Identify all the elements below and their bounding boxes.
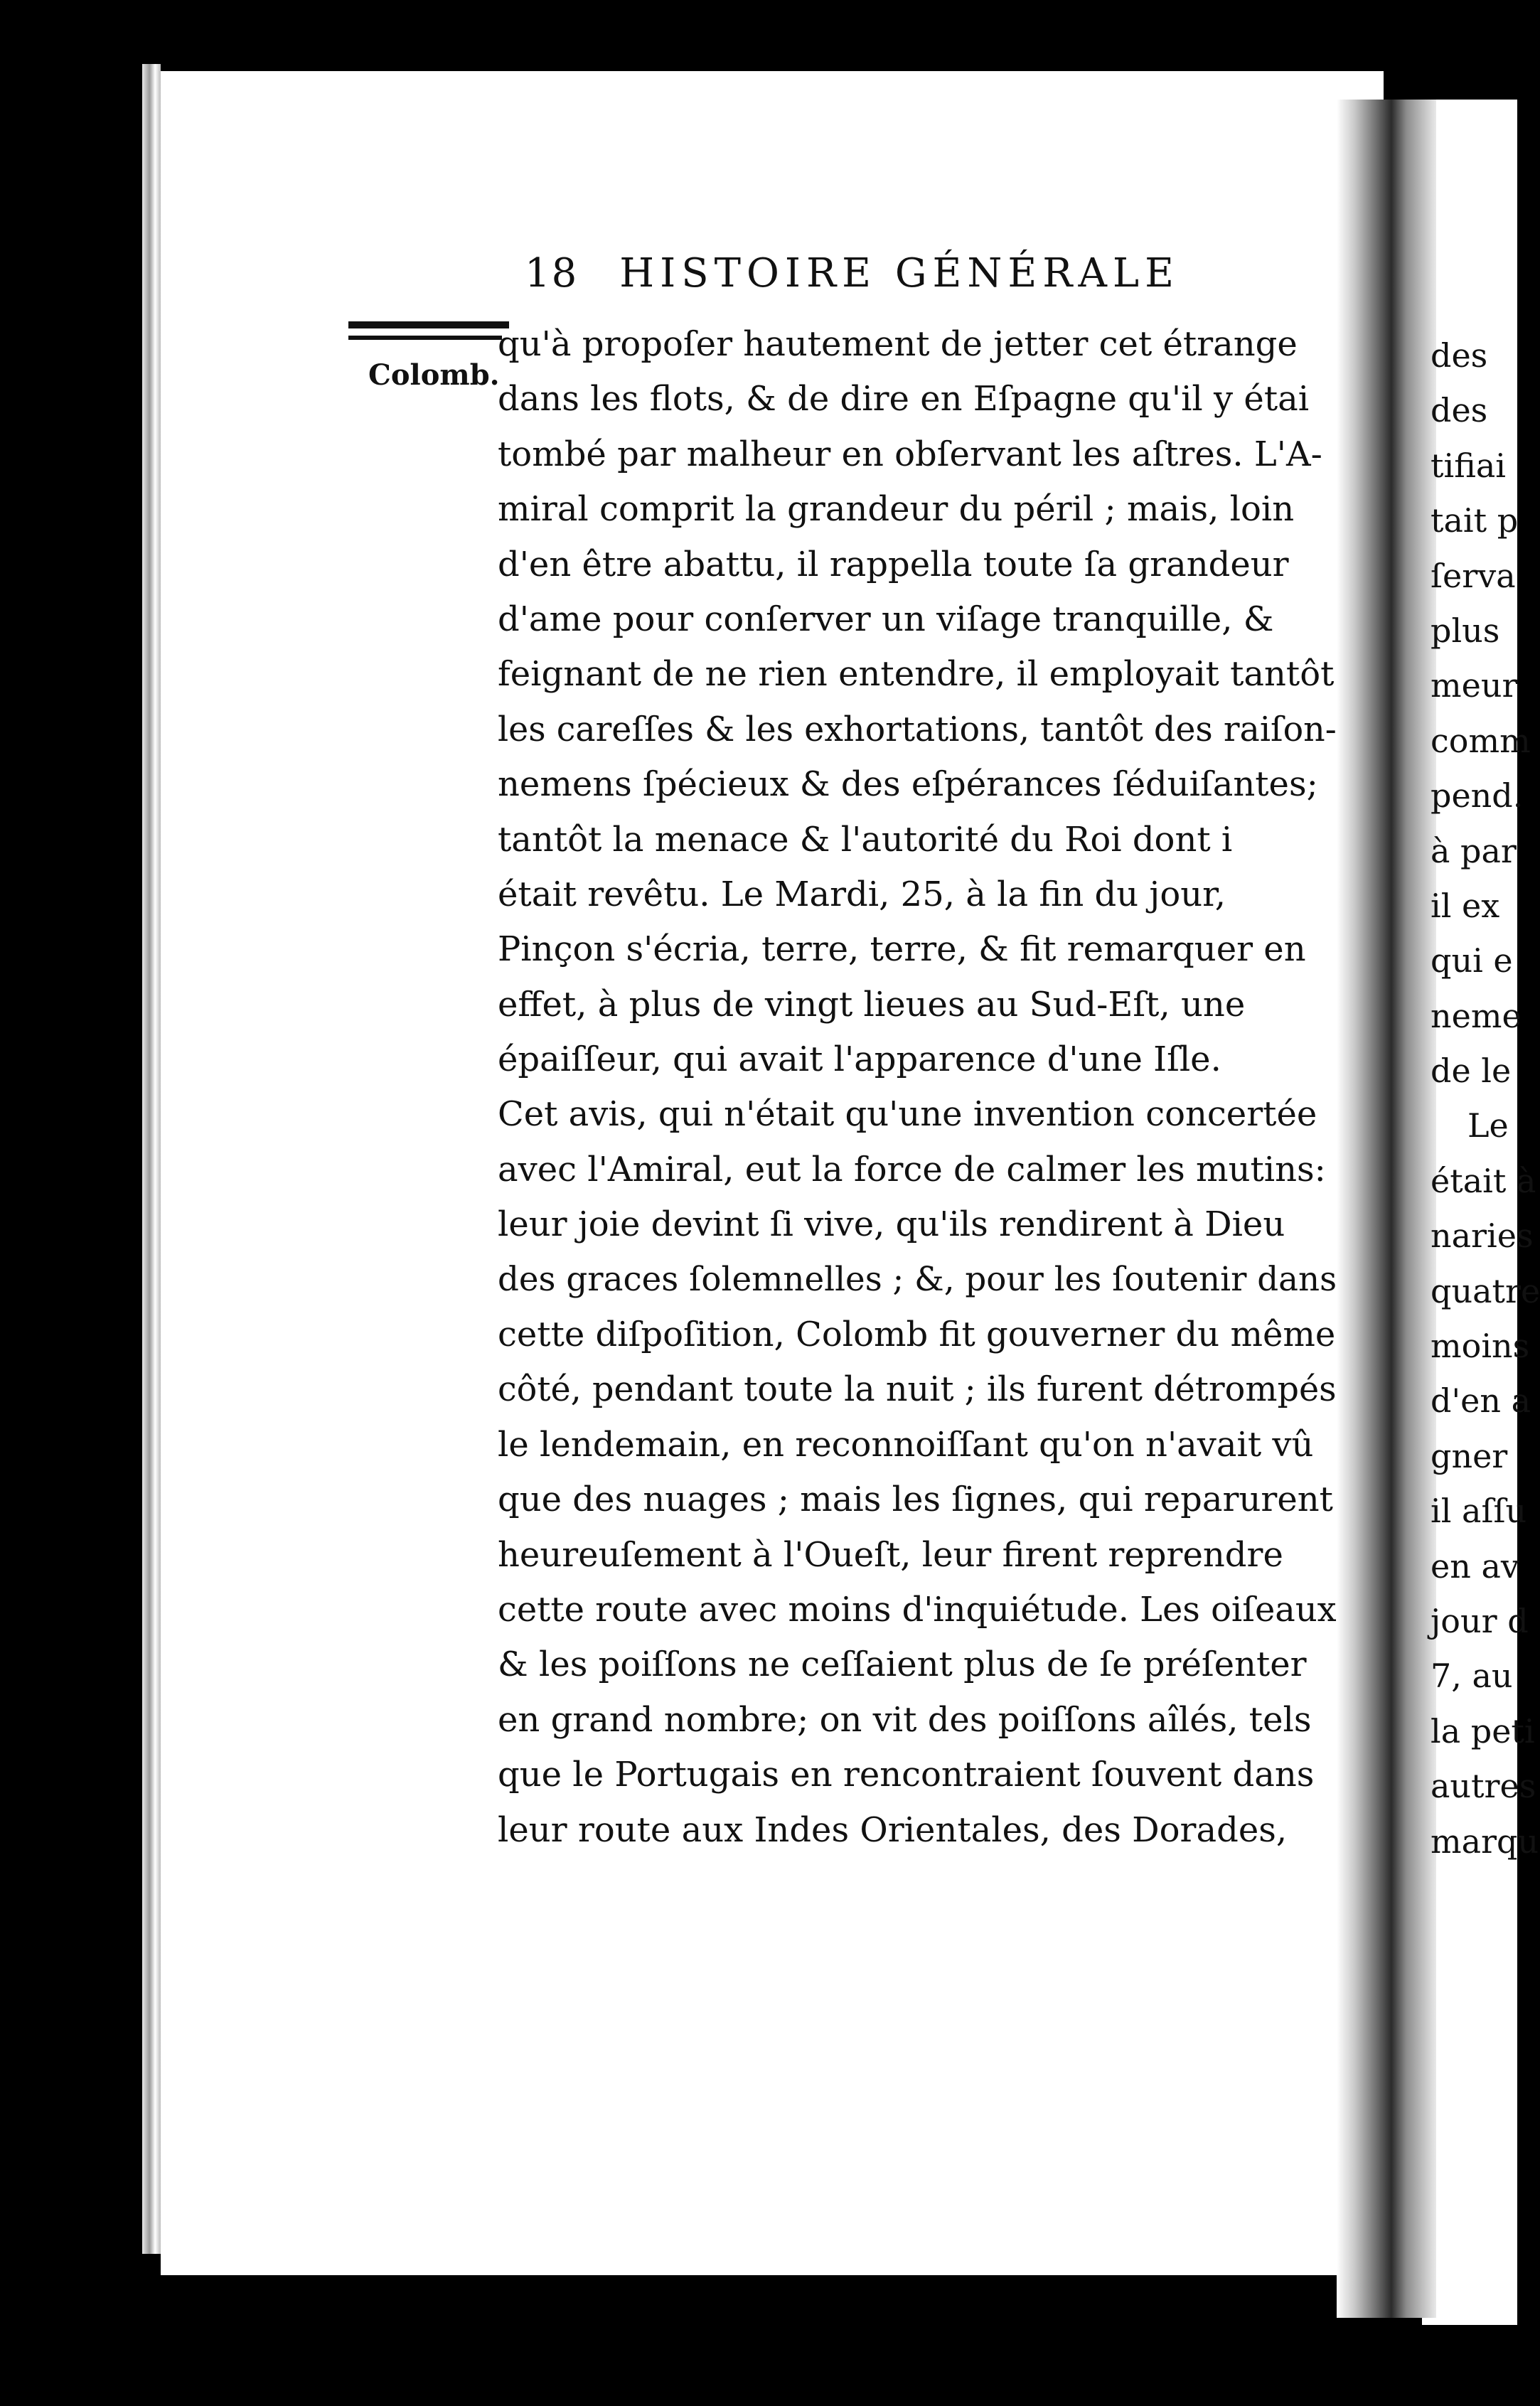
text-line: qu'à propoſer hautement de jetter cet étrange	[498, 324, 1298, 364]
facing-text-line: il ex	[1431, 886, 1500, 925]
facing-text-line: était à	[1431, 1161, 1536, 1200]
facing-text-line: Le	[1467, 1106, 1509, 1145]
text-line: que des nuages ; mais les ſignes, qui reparurent	[498, 1480, 1333, 1520]
text-line: d'en être abattu, il rappella toute ſa grandeur	[498, 544, 1289, 584]
text-line: les careſſes & les exhortations, tantôt des raiſon-	[498, 710, 1337, 749]
text-line: feignant de ne rien entendre, il employait tantôt	[498, 654, 1335, 695]
text-line: nemens ſpécieux & des eſpérances ſéduiſantes;	[498, 764, 1318, 805]
facing-text-line: gner	[1431, 1436, 1508, 1475]
facing-text-line: des	[1431, 336, 1488, 375]
text-line: en grand nombre; on vit des poiſſons aîlés, tels	[498, 1699, 1312, 1740]
text-line: cette diſpoſition, Colomb fit gouverner du même	[498, 1315, 1336, 1355]
facing-text-line: moins	[1431, 1327, 1530, 1366]
text-line: heureuſement à l'Oueſt, leur firent reprendre	[498, 1534, 1283, 1575]
facing-text-line: autres	[1431, 1767, 1536, 1806]
page-number: 18	[525, 250, 579, 296]
facing-text-line: qui e	[1431, 941, 1513, 980]
text-line: des graces ſolemnelles ; &, pour les ſoutenir dans	[498, 1260, 1337, 1299]
running-head-title: HISTOIRE GÉNÉRALE	[619, 250, 1180, 296]
facing-text-line: 7, au	[1431, 1657, 1513, 1696]
facing-text-line: marqu	[1431, 1822, 1539, 1861]
page-edge	[142, 64, 161, 2254]
text-line: tombé par malheur en obſervant les aſtres. L'A-	[498, 434, 1322, 474]
facing-text-line: à par	[1431, 831, 1517, 870]
facing-text-line: jour d	[1431, 1601, 1529, 1640]
facing-text-line: des	[1431, 391, 1488, 430]
margin-rule	[348, 321, 509, 328]
text-line: côté, pendant toute la nuit ; ils furent détrompés	[498, 1370, 1337, 1410]
facing-text-line: meur	[1431, 666, 1518, 705]
text-line: épaiſſeur, qui avait l'apparence d'une Iſle.	[498, 1039, 1221, 1080]
text-line: était revêtu. Le Mardi, 25, à la fin du jour,	[498, 874, 1226, 914]
facing-text-line: il aſſu	[1431, 1492, 1527, 1531]
facing-text-line: en av	[1431, 1546, 1519, 1586]
text-line: avec l'Amiral, eut la force de calmer les mutins:	[498, 1149, 1326, 1189]
margin-rule-thin	[348, 336, 502, 340]
text-line: d'ame pour conſerver un viſage tranquille, &	[498, 599, 1274, 639]
text-line: tantôt la menace & l'autorité du Roi dont i	[498, 819, 1233, 860]
facing-text-line: tifiai	[1431, 446, 1507, 485]
body-text	[498, 317, 1351, 1858]
facing-text-line: ſerva	[1431, 556, 1516, 595]
facing-page-text	[1431, 328, 1540, 1869]
text-line: cette route avec moins d'inquiétude. Les oiſeaux	[498, 1590, 1337, 1630]
marginal-note: Colomb.	[368, 358, 500, 392]
text-line: leur joie devint ſi vive, qu'ils rendirent à Dieu	[498, 1204, 1285, 1245]
text-line: dans les flots, & de dire en Eſpagne qu'il y étai	[498, 379, 1310, 419]
facing-text-line: d'en a	[1431, 1381, 1531, 1421]
facing-text-line: neme	[1431, 996, 1522, 1035]
facing-text-line: comm	[1431, 721, 1531, 760]
text-line: effet, à plus de vingt lieues au Sud-Eſt, une	[498, 984, 1246, 1025]
text-line: & les poiſſons ne ceſſaient plus de ſe préſenter	[498, 1645, 1307, 1685]
text-line: Pinçon s'écria, terre, terre, & fit remarquer en	[498, 929, 1306, 970]
book-gutter-shadow	[1337, 100, 1436, 2318]
text-line: Cet avis, qui n'était qu'une invention concertée	[498, 1094, 1317, 1135]
facing-text-line: la peti	[1431, 1711, 1535, 1750]
facing-text-line: quatre	[1431, 1271, 1540, 1310]
text-line: leur route aux Indes Orientales, des Dorades,	[498, 1809, 1288, 1850]
facing-text-line: pend.	[1431, 776, 1524, 816]
running-head	[525, 250, 1180, 296]
text-line: le lendemain, en reconnoiſſant qu'on n'avait vû	[498, 1424, 1314, 1465]
text-line: miral comprit la grandeur du péril ; mais, loin	[498, 489, 1295, 530]
facing-text-line: naries	[1431, 1217, 1534, 1256]
facing-text-line: plus	[1431, 611, 1500, 650]
facing-text-line: de le	[1431, 1052, 1512, 1091]
facing-text-line: tait p	[1431, 501, 1519, 540]
text-line: que le Portugais en rencontraient ſouvent dans	[498, 1755, 1315, 1795]
